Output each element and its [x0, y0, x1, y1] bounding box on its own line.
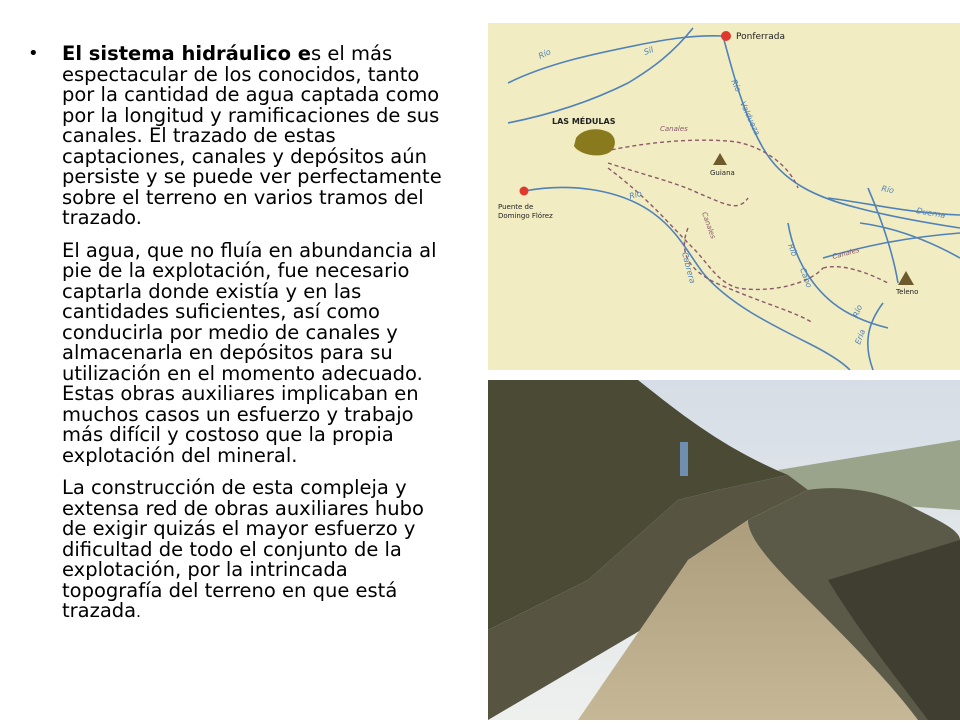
paragraph-1-bold-lead: El sistema hidráulico e — [62, 42, 312, 65]
label-canales-3: Canales — [831, 246, 861, 261]
paragraph-3-tail: . — [136, 603, 141, 621]
label-duerna: Duerna — [915, 206, 947, 221]
paragraph-1 — [28, 42, 453, 229]
label-las-medulas: LAS MÉDULAS — [552, 117, 616, 126]
label-cabo: Cabo — [798, 266, 814, 289]
hydraulic-map — [488, 23, 960, 370]
ponferrada-marker — [721, 31, 731, 41]
map-background — [488, 23, 960, 370]
label-canales-1: Canales — [660, 125, 688, 133]
canal-photo — [488, 380, 960, 720]
photo-drawing — [488, 380, 960, 720]
paragraph-2: El agua, que no fluía en abundancia al pie de la explotación, fue necesario captarla donde existía y en las cantidades suficientes, así como conducirla por medio de canales y almacenarla en depósitos para su utilización en el momento adecuado. Estas obras auxiliares implicaban en muchos casos un esfuerzo y trabajo más difícil y costoso que la propia explotación del mineral. — [62, 238, 437, 467]
map-drawing — [488, 23, 960, 370]
label-teleno: Teleno — [896, 288, 919, 296]
label-rio-cabrera-top: Río — [628, 188, 643, 201]
label-rio-cabo: Río — [786, 242, 799, 258]
label-puente-1: Puente de — [498, 203, 534, 211]
label-rio-eria: Río — [851, 303, 865, 319]
bullet-point: • — [28, 43, 39, 64]
paragraph-3 — [62, 478, 453, 623]
puente-marker — [520, 187, 529, 196]
label-rio-nw: Río — [537, 47, 553, 61]
label-guiana: Guiana — [710, 169, 735, 177]
label-sil: Sil — [642, 45, 655, 57]
label-eria: Eria — [853, 328, 868, 346]
label-cabrera: Cabrera — [680, 251, 698, 285]
label-ponferrada: Ponferrada — [736, 32, 786, 42]
paragraph-3-text: La construcción de esta compleja y extensa red de obras auxiliares hubo de exigir quizás el mayor esfuerzo y dificultad de todo el conjunto de la explotación, por la intrincada topografía del terreno en que está trazada — [62, 476, 424, 622]
label-canales-2: Canales — [700, 210, 718, 240]
label-rio-e: Río — [880, 184, 895, 196]
label-valdueza: Valdueza — [738, 100, 762, 137]
photo-signpost — [680, 442, 688, 476]
paragraph-1-text: s el más espectacular de los conocidos, tanto por la cantidad de agua captada como por la longitud y ramificaciones de sus canales. El trazado de estas captaciones, canales y depósitos aún persiste y se puede ver perfectamente sobre el terreno en varios tramos del trazado. — [62, 42, 442, 229]
label-puente-2: Domingo Flórez — [498, 212, 553, 220]
label-rio-valdueza: Río — [729, 78, 743, 94]
slide-text — [28, 44, 453, 635]
